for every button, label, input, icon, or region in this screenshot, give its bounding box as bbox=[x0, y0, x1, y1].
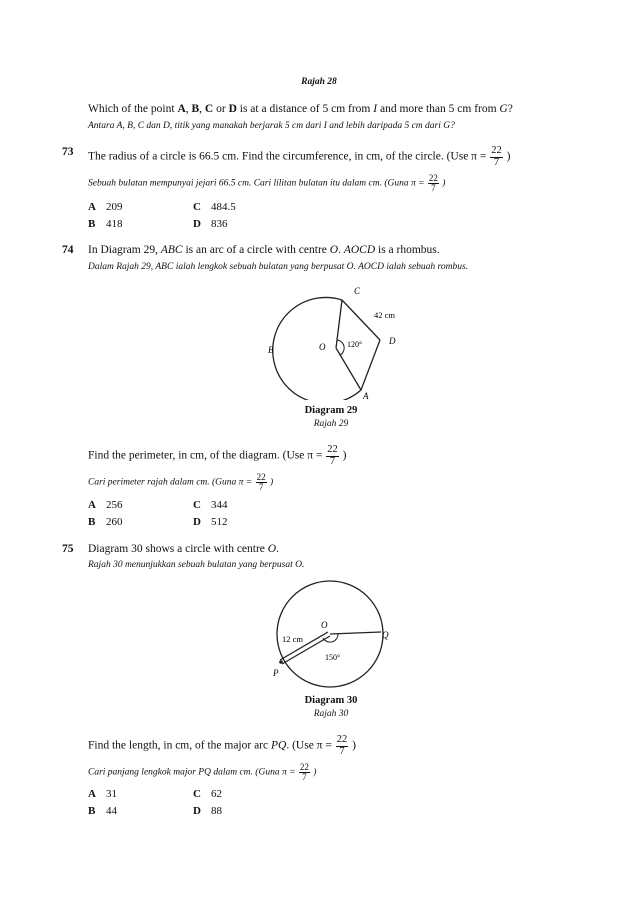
angle-label: 120° bbox=[347, 340, 363, 349]
q75-english: Diagram 30 shows a circle with centre O. bbox=[88, 543, 279, 555]
radius-oq bbox=[330, 632, 381, 634]
q73-number: 73 bbox=[62, 146, 74, 158]
q74-malay: Dalam Rajah 29, ABC ialah lengkok sebuah bulatan yang berpusat O. AOCD ialah sebuah rombus. bbox=[88, 262, 469, 272]
diagram-29-caption: Diagram 29 bbox=[304, 405, 358, 416]
label-b: B bbox=[268, 345, 274, 355]
q73-option-c[interactable]: C 484.5 bbox=[193, 201, 236, 213]
radius-oa bbox=[336, 348, 361, 390]
pi-fraction: $\frac{22}{7}$ bbox=[428, 173, 438, 193]
diagram-30 bbox=[268, 578, 396, 690]
q74-ask-english: Find the perimeter, in cm, of the diagram. (Use π = $\frac{22}{7}$ ) bbox=[88, 444, 347, 467]
label-p: P bbox=[273, 668, 279, 678]
pi-fraction: $\frac{22}{7}$ bbox=[327, 444, 338, 467]
q73-malay: Sebuah bulatan mempunyai jejari 66.5 cm. Cari lilitan bulatan itu dalam cm. (Guna π = $\frac{22}{7}$ ) bbox=[88, 173, 446, 193]
label-q: Q bbox=[382, 630, 389, 640]
q75-option-d[interactable]: D 88 bbox=[193, 805, 222, 817]
q73-option-b[interactable]: B 418 bbox=[88, 218, 123, 230]
q72-english: Which of the point A, B, C or D is at a distance of 5 cm from I and more than 5 cm from G? bbox=[88, 103, 513, 115]
rajah-29-caption: Rajah 29 bbox=[313, 419, 349, 429]
label-c: C bbox=[354, 286, 361, 296]
label-d: D bbox=[389, 336, 396, 346]
q74-english: In Diagram 29, ABC is an arc of a circle with centre O. AOCD is a rhombus. bbox=[88, 244, 440, 256]
pi-fraction: $\frac{22}{7}$ bbox=[336, 734, 348, 757]
pi-fraction: $\frac{22}{7}$ bbox=[299, 762, 309, 782]
q74-option-c[interactable]: C 344 bbox=[193, 499, 228, 511]
q75-option-a[interactable]: A 31 bbox=[88, 788, 117, 800]
label-o: O bbox=[321, 620, 328, 630]
q75-option-c[interactable]: C 62 bbox=[193, 788, 222, 800]
q73-english: The radius of a circle is 66.5 cm. Find the circumference, in cm, of the circle. (Use π = $\frac{22}{7}$ ) bbox=[88, 145, 511, 168]
q75-number: 75 bbox=[62, 543, 74, 555]
pi-fraction: $\frac{22}{7}$ bbox=[491, 145, 502, 168]
side-cd bbox=[342, 300, 380, 340]
label-o: O bbox=[319, 342, 326, 352]
q75-malay: Rajah 30 menunjukkan sebuah bulatan yang berpusat O. bbox=[88, 560, 305, 570]
q74-option-d[interactable]: D 512 bbox=[193, 516, 228, 528]
q73-option-d[interactable]: D 836 bbox=[193, 218, 228, 230]
q74-ask-malay: Cari perimeter rajah dalam cm. (Guna π = $\frac{22}{7}$ ) bbox=[88, 472, 274, 492]
q74-option-a[interactable]: A 256 bbox=[88, 499, 123, 511]
q73-option-a[interactable]: A 209 bbox=[88, 201, 123, 213]
q72-malay: Antara A, B, C dan D, titik yang manakah berjarak 5 cm dari I and lebih daripada 5 cm dari G? bbox=[88, 121, 455, 131]
angle-label: 150° bbox=[325, 653, 341, 662]
q75-option-b[interactable]: B 44 bbox=[88, 805, 117, 817]
diagram-29 bbox=[262, 280, 410, 400]
radius-label: 12 cm bbox=[282, 634, 304, 644]
label-a: A bbox=[363, 391, 369, 400]
side-da bbox=[361, 340, 380, 390]
q74-number: 74 bbox=[62, 244, 74, 256]
q75-ask-english: Find the length, in cm, of the major arc PQ. (Use π = $\frac{22}{7}$ ) bbox=[88, 734, 356, 757]
rajah-28-caption: Rajah 28 bbox=[301, 77, 337, 87]
side-label: 42 cm bbox=[374, 310, 396, 320]
pi-fraction: $\frac{22}{7}$ bbox=[256, 472, 266, 492]
diagram-30-caption: Diagram 30 bbox=[304, 695, 358, 706]
q74-option-b[interactable]: B 260 bbox=[88, 516, 123, 528]
point-p bbox=[279, 660, 283, 664]
q75-ask-malay: Cari panjang lengkok major PQ dalam cm. (Guna π = $\frac{22}{7}$ ) bbox=[88, 762, 317, 782]
rajah-30-caption: Rajah 30 bbox=[313, 709, 349, 719]
